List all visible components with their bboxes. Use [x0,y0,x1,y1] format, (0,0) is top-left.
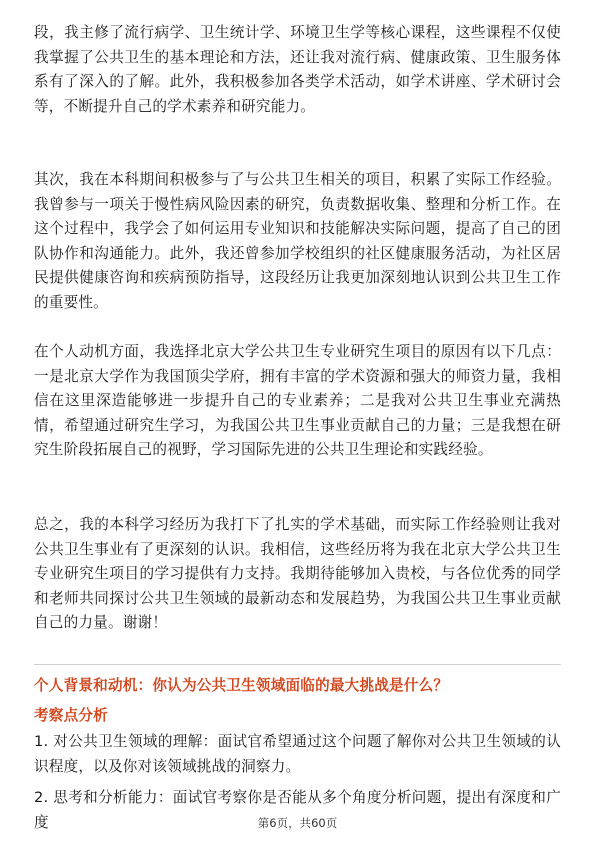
body-paragraph-4: 总之，我的本科学习经历为我打下了扎实的学术基础，而实际工作经验则让我对公共卫生事业有了更深刻的认识。我相信，这些经历将为我在北京大学公共卫生专业研究生项目的学习提供有力支持。我期待能够加入贵校，与各位优秀的同学和老师共同探讨公共卫生领域的最新动态和发展趋势，为我国公共卫生事业贡献自己的力量。谢谢！ [34,516,561,632]
body-paragraph-2: 其次，我在本科期间积极参与了与公共卫生相关的项目，积累了实际工作经验。我曾参与一项关于慢性病风险因素的研究，负责数据收集、整理和分析工作。在这个过程中，我学会了如何运用专业知识和技能解决实际问题，提高了自己的团队协作和沟通能力。此外，我还曾参加学校组织的社区健康服务活动，为社区居民提供健康咨询和疾病预防指导，这段经历让我更加深刻地认识到公共卫生工作的重要性。 [34,171,561,311]
section-divider [34,664,561,665]
body-paragraph-3: 在个人动机方面，我选择北京大学公共卫生专业研究生项目的原因有以下几点：一是北京大学作为我国顶尖学府，拥有丰富的学术资源和强大的师资力量，我相信在这里深造能够进一步提升自己的专业素养；二是我对公共卫生事业充满热情，希望通过研究生学习，为我国公共卫生事业贡献自己的力量；三是我想在研究生阶段拓展自己的视野，学习国际先进的公共卫生理论和实践经验。 [34,343,561,459]
analysis-point-2: 2. 思考和分析能力：面试官考察你是否能从多个角度分析问题，提出有深度和广度 [34,789,561,831]
page-number: 第6页，共60页 [257,816,338,830]
analysis-section-title: 考察点分析 [34,707,108,724]
body-paragraph-1: 段，我主修了流行病学、卫生统计学、环境卫生学等核心课程，这些课程不仅使我掌握了公共卫生的基本理论和方法，还让我对流行病、健康政策、卫生服务体系有了深入的了解。此外，我积极参加各类学术活动，如学术讲座、学术研讨会等，不断提升自己的学术素养和研究能力。 [34,24,561,115]
analysis-point-1: 1. 对公共卫生领域的理解：面试官希望通过这个问题了解你对公共卫生领域的认识程度，以及你对该领域挑战的洞察力。 [34,733,561,775]
question-heading: 个人背景和动机：你认为公共卫生领域面临的最大挑战是什么？ [34,677,449,694]
